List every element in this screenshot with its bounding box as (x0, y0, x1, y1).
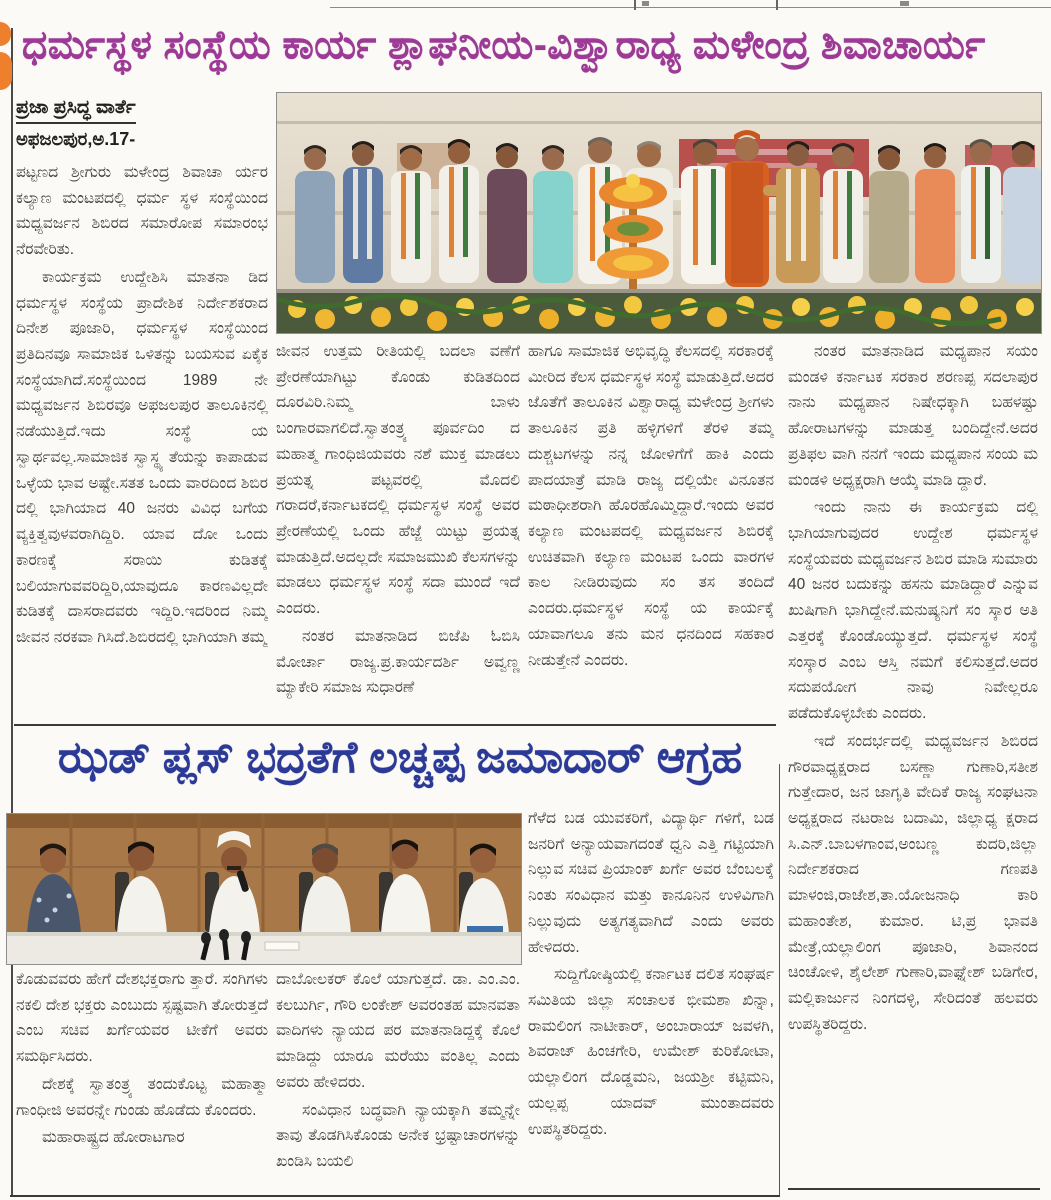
paragraph: ಮಹಾರಾಷ್ಟ್ರದ ಹೋರಾಟಗಾರ (42, 1129, 185, 1147)
press-conference-illustration (7, 814, 521, 964)
article2-column-1 (16, 967, 268, 1195)
paragraph: ಹಾಗೂ ಸಾಮಾಜಿಕ ಅಭಿವೃದ್ಧಿ ಕೆಲಸದಲ್ಲಿ ಸರಕಾರಕ್ಕೆ ಮೀರಿದ ಕೆಲಸ ಧರ್ಮಸ್ಥಳ ಸಂಸ್ಥೆ ಮಾಡುತ್ತಿದೆ.ಅದರ ಜೊತೆಗೆ ತಾಲೂಕಿನ ವಿಶ್ವಾರಾಧ್ಯ ಮಳೇಂದ್ರ ಶ್ರೀಗಳು ತಾಲೂಕಿನ ಪ್ರತಿ ಹಳ್ಳಿಗಳಿಗೆ ತೆರಳಿ ತಮ್ಮ ದುಶ್ಚಟಗಳನ್ನು ನನ್ನ ಜೋಳಿಗೆಗೆ ಹಾಕಿ ಎಂದು ಪಾದಯಾತ್ರೆ ಮಾಡಿ ರಾಜ್ಯ ದಲ್ಲಿಯೇ ವಿನೂತನ ಮಠಾಧೀಶರಾಗಿ ಹೊರಹೊಮ್ಮಿದ್ದಾರೆ.ಇಂದು ಅವರ ಕಲ್ಯಾಣ ಮಂಟಪದಲ್ಲಿ ಮಧ್ಯವರ್ಜನ ಶಿಬಿರಕ್ಕೆ ಉಚಿತವಾಗಿ ಕಲ್ಯಾಣ ಮಂಟಪ ಒಂದು ವಾರಗಳ ಕಾಲ ನೀಡಿರುವುದು ಸಂ ತಸ ತಂದಿದೆ ಎಂದರು.ಧರ್ಮಸ್ಥಳ ಸಂಸ್ಥೆ ಯ ಕಾರ್ಯಕ್ಕೆ ಯಾವಾಗಲೂ ತನು ಮನ ಧನದಿಂದ ಸಹಕಾರ ನೀಡುತ್ತೇನೆ ಎಂದರು. (528, 343, 774, 669)
section-divider-rule (14, 724, 776, 726)
paragraph: ದೇಶಕ್ಕೆ ಸ್ವಾತಂತ್ರ್ಯ ತಂದುಕೊಟ್ಟ ಮಹಾತ್ಮಾ ಗಾಂಧೀಜಿ ಅವರನ್ನೇ ಗುಂಡು ಹೊಡೆದು ಕೊಂದರು. (16, 1075, 268, 1119)
paragraph: ನಂತರ ಮಾತನಾಡಿದ ಮಧ್ಯಪಾನ ಸಯಂ ಮಂಡಳಿ ಕರ್ನಾಟಕ ಸರಕಾರ ಶರಣಪ್ಪ ಸದಲಾಪುರ ನಾನು ಮಧ್ಯಪಾನ ನಿಷೇಧಕ್ಕಾಗಿ ಬಹಳಷ್ಟು ಹೋರಾಟಗಳನ್ನು ಮಾಡುತ್ತ ಬಂದಿದ್ದೇನೆ.ಅದರ ಪ್ರತಿಫಲ ವಾಗಿ ನನಗೆ ಇಂದು ಮಧ್ಯಪಾನ ಸಂಯ ಮ ಮಂಡಳಿ ಅಧ್ಯಕ್ಷರಾಗಿ ಆಯ್ಕೆ ಮಾಡಿ ದ್ದಾರೆ. (788, 343, 1038, 489)
left-column-rule (11, 28, 13, 1196)
paragraph: ಕಾರ್ಯಕ್ರಮ ಉದ್ದೇಶಿಸಿ ಮಾತನಾ ಡಿದ ಧರ್ಮಸ್ಥಳ ಸಂಸ್ಥೆಯ ಪ್ರಾದೇಶಿಕ ನಿರ್ದೇಶಕರಾದ ದಿನೇಶ ಪೂಜಾರಿ, ಧರ್ಮಸ್ಥಳ ಸಂಸ್ಥೆಯಿಂದ ಪ್ರತಿದಿನವೂ ಸಾಮಾಜಿಕ ಒಳಿತನ್ನು ಬಯಸುವ ಏಕೈಕ ಸಂಸ್ಥೆಯಾಗಿದೆ.ಸಂಸ್ಥೆಯಿಂದ 1989 ನೇ ಮಧ್ಯವರ್ಜನ ಶಿಬಿರವೂ ಅಫಜಲಪುರ ತಾಲೂಕಿನಲ್ಲಿ ನಡೆಯುತ್ತಿದೆ.ಇದು ಸಂಸ್ಥೆ ಯ ಸ್ವಾರ್ಥವಲ್ಲ.ಸಾಮಾಜಿಕ ಸ್ವಾಸ್ಥ್ಯ ತೆಯನ್ನು ಕಾಪಾಡುವ ಒಳ್ಳೆಯ ಭಾವ ಅಷ್ಟೇ.ಸತತ ಒಂದು ವಾರದಿಂದ ಶಿಬಿರ ದಲ್ಲಿ ಭಾಗಿಯಾದ 40 ಜನರು ವಿವಿಧ ಬಗೆಯ ವ್ಯಕ್ತಿತ್ವವುಳವರಾಗಿದ್ದಿರಿ. ಯಾವ ದೋ ಒಂದು ಕಾರಣಕ್ಕೆ ಸರಾಯಿ ಕುಡಿತಕ್ಕೆ ಬಲಿಯಾಗುವವರಿದ್ದಿರಿ,ಯಾವುದೂ ಕಾರಣವಿಲ್ಲದೇ ಕುಡಿತಕ್ಕೆ ದಾಸರಾದವರು ಇದ್ದಿರಿ.ಇದರಿಂದ ನಿಮ್ಮ ಜೀವನ ನರಕವಾ ಗಿಸಿದೆ.ಶಿಬಿರದಲ್ಲಿ ಭಾಗಿಯಾಗಿ ತಮ್ಮ (16, 268, 268, 646)
press-conference-photo (6, 813, 522, 965)
dropcap-remnant (0, 22, 11, 46)
column-divider-rule (779, 764, 780, 1195)
paragraph: ಸುದ್ದಿಗೋಷ್ಠಿಯಲ್ಲಿ ಕರ್ನಾಟಕ ದಲಿತ ಸಂಘರ್ಷ ಸಮಿತಿಯ ಜಿಲ್ಲಾ ಸಂಚಾಲಕ ಭೀಮಶಾ ಖಿನ್ನಾ, ರಾಮಲಿಂಗ ನಾಟೀಕಾರ್, ಅಂಬಾರಾಯ್ ಜವಳಗಿ, ಶಿವರಾಜ್ ಹಿಂಚಗೇರಿ, ಉಮೇಶ್ ಕುರಿಕೋಟಾ, ಯಲ್ಲಾಲಿಂಗ ದೊಡ್ಡಮನಿ, ಜಯಶ್ರೀ ಕಟ್ಟಿಮನಿ, ಯಲ್ಲಪ್ಪ ಯಾದವ್ ಮುಂತಾದವರು ಉಪಸ್ಥಿತರಿದ್ದರು. (528, 966, 774, 1138)
paragraph: ಗೆಳೆದ ಬಡ ಯುವಕರಿಗೆ, ವಿದ್ಯಾರ್ಥಿ ಗಳಿಗೆ, ಬಡ ಜನರಿಗೆ ಅನ್ಯಾಯವಾಗದಂತೆ ಧ್ವನಿ ಎತ್ತಿ ಗಟ್ಟಿಯಾಗಿ ನಿಲ್ಲುವ ಸಚಿವ ಪ್ರಿಯಾಂಕ್ ಖರ್ಗೆ ಅವರ ಬೆಂಬಲಕ್ಕೆ ನಿಂತು ಸಂವಿಧಾನ ಮತ್ತು ಕಾನೂನಿನ ಉಳಿವಿಗಾಗಿ ನಿಲ್ಲುವುದು ಅತ್ಯಗತ್ಯವಾಗಿದೆ ಎಂದು ಅವರು ಹೇಳಿದರು. (528, 810, 774, 956)
cutoff-glyph-fragment (642, 1, 649, 6)
paragraph: ನಂತರ ಮಾತನಾಡಿದ ಬಿಜೆಪಿ ಓಬಿಸಿ ಮೋರ್ಚಾ ರಾಜ್ಯ.ಪ್ರ.ಕಾರ್ಯದರ್ಶಿ ಅವ್ವಣ್ಣ ಮ್ಯಾಕೇರಿ ಸಮಾಜ ಸುಧಾರಣೆ (276, 627, 520, 697)
paragraph: ಪಟ್ಟಣದ ಶ್ರೀಗುರು ಮಳೇಂದ್ರ ಶಿವಾಚಾ ರ್ಯರ ಕಲ್ಯಾಣ ಮಂಟಪದಲ್ಲಿ ಧರ್ಮ ಸ್ಥಳ ಸಂಸ್ಥೆಯಿಂದ ಮಧ್ಯವರ್ಜನ ಶಿಬಿರದ ಸಮಾರೋಪ ಸಮಾರಂಭ ನೆರವೇರಿತು. (16, 164, 268, 259)
paragraph: ಕೊಡುವವರು ಹೇಗೆ ದೇಶಭಕ್ತರಾಗು ತ್ತಾರೆ. ಸಂಗಿಗಳು ನಕಲಿ ದೇಶ ಭಕ್ತರು ಎಂಬುದು ಸ್ಪಷ್ಟವಾಗಿ ತೋರುತ್ತದೆ ಎಂಬ ಸಚಿವ ಖರ್ಗೆಯವರ ಟೀಕೆಗೆ ಅವರು ಸಮರ್ಥಿಸಿದರು. (16, 971, 268, 1066)
article2-column-3 (528, 806, 774, 1194)
stage-ceremony-illustration (277, 93, 1041, 333)
paragraph: ಇದೆ ಸಂದರ್ಭದಲ್ಲಿ ಮಧ್ಯವರ್ಜನ ಶಿಬಿರದ ಗೌರವಾಧ್ಯಕ್ಷರಾದ ಬಸಣ್ಣಾ ಗುಣಾರಿ,ಸತೀಶ ಗುತ್ತೇದಾರ, ಜನ ಜಾಗೃತಿ ವೇದಿಕೆ ರಾಜ್ಯ ಸಂಘಟನಾ ಅಧ್ಯಕ್ಷರಾದ ನಟರಾಜ ಬದಾಮಿ, ಜಿಲ್ಲಾಧ್ಯ ಕ್ಷರಾದ ಸಿ.ಎನ್.ಬಾಬಳಗಾಂವ,ಅಂಬಣ್ಣ ಕುದರಿ,ಜಿಲ್ಲಾ ನಿರ್ದೇಶಕರಾದ ಗಣಪತಿ ಮಾಳಂಜಿ,ರಾಜೇಶ,ತಾ.ಯೋಜನಾಧಿ ಕಾರಿ ಮಹಾಂತೇಶ, ಕುಮಾರ. ಟಿ,ಪ್ರ ಭಾವತಿ ಮೇತ್ರೆ,ಯಲ್ಲಾಲಿಂಗ ಪೂಜಾರಿ, ಶಿವಾನಂದ ಚಿಂಚೋಳಿ, ಶೈಲೇಶ್ ಗುಣಾರಿ,ವಾಘ್ನೇಶ್ ಬಡಿಗೇರ, ಮಲ್ಲಿಕಾರ್ಜುನ ನಿಂಗದಳ್ಳಿ, ಸೇರಿದಂತೆ ಹಲವರು ಉಪಸ್ಥಿತರಿದ್ದರು. (788, 732, 1038, 1033)
top-column-tick (634, 0, 636, 10)
article1-column-2 (276, 339, 520, 723)
article1-column-3 (528, 339, 774, 723)
press-agency-label: ಪ್ರಜಾ ಪ್ರಸಿದ್ಧ ವಾರ್ತೆ (16, 97, 136, 124)
cutoff-glyph-fragment (900, 1, 909, 6)
bottom-rule-left (10, 1195, 780, 1197)
paragraph: ಸಂವಿಧಾನ ಬದ್ಧವಾಗಿ ನ್ಯಾಯಕ್ಕಾಗಿ ತಮ್ಮನ್ನೇ ತಾವು ತೊಡಗಿಸಿಕೊಂಡು ಅನೇಕ ಭ್ರಷ್ಟಾಚಾರಗಳನ್ನು ಖಂಡಿಸಿ ಬಯಲಿ (276, 1101, 520, 1171)
bottom-rule-right (788, 1188, 1040, 1190)
paragraph: ದಾಬೋಲಕರ್ ಕೊಲೆ ಯಾಗುತ್ತದೆ. ಡಾ. ಎಂ.ಎಂ. ಕಲಬುರ್ಗಿ, ಗೌರಿ ಲಂಕೇಶ್ ಅವರಂತಹ ಮಾನವತಾ ವಾದಿಗಳು ನ್ಯಾಯದ ಪರ ಮಾತನಾಡಿದ್ದಕ್ಕೆ ಕೊಲೆ ಮಾಡಿದ್ದು ಯಾರೂ ಮರೆಯು ವಂತಿಲ್ಲ ಎಂದು ಅವರು ಹೇಳಿದರು. (276, 971, 520, 1091)
article1-column-4 (788, 339, 1038, 1187)
paragraph: ಇಂದು ನಾನು ಈ ಕಾರ್ಯಕ್ರಮ ದಲ್ಲಿ ಭಾಗಿಯಾಗುವುದರ ಉದ್ದೇಶ ಧರ್ಮಸ್ಥಳ ಸಂಸ್ಥೆಯವರು ಮಧ್ಯವರ್ಜನ ಶಿಬಿರ ಮಾಡಿ ಸುಮಾರು 40 ಜನರ ಬದುಕನ್ನು ಹಸನು ಮಾಡಿದ್ದಾರೆ ಎನ್ನುವ ಖುಷಿಗಾಗಿ ಭಾಗಿದ್ದೇನೆ.ಮನುಷ್ಯನಿಗೆ ಸಂ ಸ್ಕಾರ ಅತಿ ಎತ್ತರಕ್ಕೆ ಕೊಂಡೊಯ್ಯುತ್ತದೆ. ಧರ್ಮಸ್ಥಳ ಸಂಸ್ಥೆ ಸಂಸ್ಕಾರ ಎಂಬ ಆಸ್ತಿ ನಮಗೆ ಕಲಿಸುತ್ತದೆ.ಅದರ ಸದುಪಯೋಗ ನಾವು ನಿವೇಲ್ಲರೂ ಪಡೆದುಕೊಳ್ಳಬೇಕು ಎಂದರು. (788, 499, 1038, 723)
article1-headline: ಧರ್ಮಸ್ಥಳ ಸಂಸ್ಥೆಯ ಕಾರ್ಯ ಶ್ಲಾಘನೀಯ-ವಿಶ್ವಾರಾಧ್ಯ ಮಳೇಂದ್ರ ಶಿವಾಚಾರ್ಯ (22, 24, 986, 67)
dateline: ಅಫಜಲಪುರ,ಅ.17- (16, 129, 136, 149)
paragraph: ಜೀವನ ಉತ್ತಮ ರೀತಿಯಲ್ಲಿ ಬದಲಾ ವಣೆಗೆ ಪ್ರೇರಣೆಯಾಗಿಟ್ಟು ಕೊಂಡು ಕುಡಿತದಿಂದ ದೂರವಿರಿ.ನಿಮ್ಮ ಬಾಳು ಬಂಗಾರವಾಗಲಿದೆ.ಸ್ವಾತಂತ್ರ್ಯ ಪೂರ್ವದಿಂ ದ ಮಹಾತ್ಮ ಗಾಂಧಿಜಿಯವರು ನಶೆ ಮುಕ್ತ ಮಾಡಲು ಪ್ರಯತ್ನ ಪಟ್ಟವರಲ್ಲಿ ಮೊದಲಿ ಗರಾದರೆ,ಕರ್ನಾಟಕದಲ್ಲಿ ಧರ್ಮಸ್ಥಳ ಸಂಸ್ಥೆ ಅವರ ಪ್ರೇರಣೆಯಲ್ಲಿ ಒಂದು ಹೆಜ್ಜೆ ಯಿಟ್ಟು ಪ್ರಯತ್ನ ಮಾಡುತ್ತಿದೆ.ಅದಲ್ಲದೇ ಸಮಾಜಮುಖಿ ಕೆಲಸಗಳನ್ನು ಮಾಡಲು ಧರ್ಮಸ್ಥಳ ಸಂಸ್ಥೆ ಸದಾ ಮುಂದೆ ಇದೆ ಎಂದರು. (276, 343, 520, 618)
top-column-tick (776, 0, 778, 10)
stage-ceremony-photo (276, 92, 1042, 334)
article2-column-2 (276, 967, 520, 1195)
article2-headline: ಝಡ್ ಪ್ಲಸ್ ಭದ್ರತೆಗೆ ಲಚ್ಚಪ್ಪ ಜಮಾದಾರ್ ಆಗ್ರಹ (58, 733, 742, 782)
garlanded-lamp (597, 174, 669, 289)
dropcap-remnant (0, 52, 12, 90)
article1-column-1 (16, 160, 268, 722)
top-edge-rule (330, 7, 1051, 8)
